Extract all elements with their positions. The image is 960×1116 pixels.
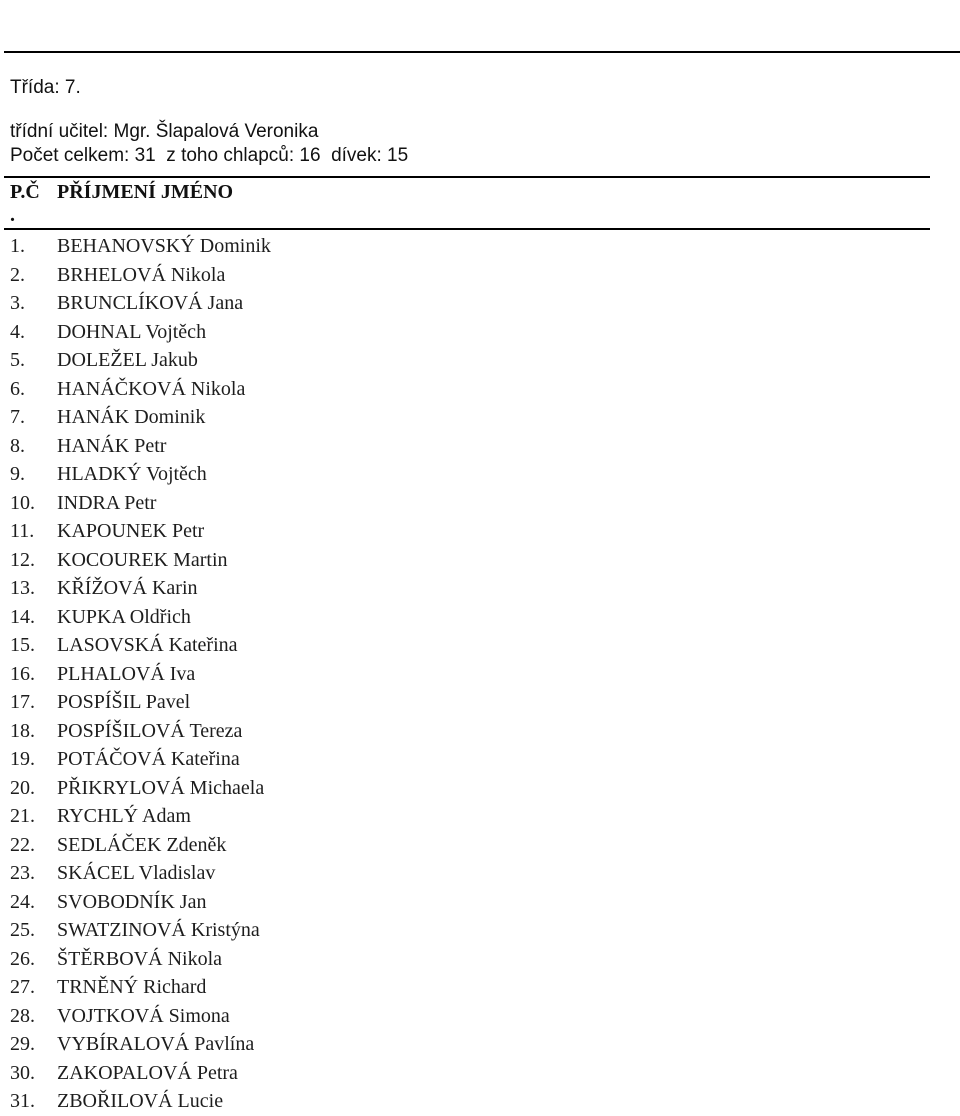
student-row [10, 232, 271, 261]
table-header-top-rule [4, 176, 930, 178]
student-number: 18. [10, 719, 35, 742]
student-number: 3. [10, 292, 25, 314]
student-name: KAPOUNEK Petr [57, 520, 205, 542]
student-row [10, 631, 271, 660]
student-row [10, 945, 271, 974]
student-name: PŘIKRYLOVÁ Michaela [57, 776, 265, 799]
student-number: 11. [10, 520, 35, 542]
student-number: 12. [10, 548, 35, 571]
student-row [10, 489, 271, 518]
top-divider [4, 51, 960, 53]
student-row [10, 1030, 271, 1059]
class-teacher: třídní učitel: Mgr. Šlapalová Veronika [10, 121, 319, 142]
student-row [10, 318, 271, 347]
student-row [10, 774, 271, 803]
student-number: 19. [10, 748, 35, 770]
header-name: PŘÍJMENÍ JMÉNO [57, 181, 234, 203]
student-name: INDRA Petr [57, 491, 157, 514]
student-number: 27. [10, 976, 35, 998]
student-row [10, 289, 271, 318]
student-row [10, 375, 271, 404]
student-number: 28. [10, 1004, 35, 1027]
student-row [10, 859, 271, 888]
student-number: 30. [10, 1061, 35, 1084]
student-row [10, 888, 271, 917]
student-name: LASOVSKÁ Kateřina [57, 634, 238, 656]
student-number: 8. [10, 434, 25, 457]
student-name: HANÁČKOVÁ Nikola [57, 377, 246, 400]
student-number: 23. [10, 862, 35, 884]
student-number: 7. [10, 406, 25, 428]
student-row [10, 831, 271, 860]
student-name: HANÁK Dominik [57, 406, 206, 428]
student-number: 25. [10, 919, 35, 941]
student-number: 4. [10, 320, 25, 343]
student-name: HLADKÝ Vojtěch [57, 463, 207, 485]
student-number: 9. [10, 463, 25, 485]
student-name: POSPÍŠILOVÁ Tereza [57, 719, 243, 742]
class-title: Třída: 7. [10, 77, 81, 98]
student-number: 31. [10, 1090, 35, 1112]
student-row [10, 261, 271, 290]
student-name: ŠTĚRBOVÁ Nikola [57, 947, 222, 970]
student-number: 22. [10, 833, 35, 856]
student-name: TRNĚNÝ Richard [57, 976, 207, 998]
student-row [10, 717, 271, 746]
student-number: 13. [10, 577, 35, 599]
student-number: 16. [10, 662, 35, 685]
student-name: BEHANOVSKÝ Dominik [57, 235, 271, 257]
student-name: BRHELOVÁ Nikola [57, 263, 226, 286]
student-number: 29. [10, 1033, 35, 1055]
student-row [10, 1087, 271, 1116]
student-number: 5. [10, 349, 25, 371]
student-name: PLHALOVÁ Iva [57, 662, 196, 685]
student-name: DOLEŽEL Jakub [57, 349, 198, 371]
student-row [10, 346, 271, 375]
student-row [10, 745, 271, 774]
student-name: ZBOŘILOVÁ Lucie [57, 1090, 224, 1112]
student-name: SKÁCEL Vladislav [57, 862, 216, 884]
student-row [10, 1059, 271, 1088]
student-name: BRUNCLÍKOVÁ Jana [57, 292, 244, 314]
student-row [10, 603, 271, 632]
student-name: SWATZINOVÁ Kristýna [57, 919, 260, 941]
student-name: VOJTKOVÁ Simona [57, 1004, 230, 1027]
student-row [10, 517, 271, 546]
student-number: 26. [10, 947, 35, 970]
student-name: SVOBODNÍK Jan [57, 890, 207, 913]
student-name: POTÁČOVÁ Kateřina [57, 748, 240, 770]
student-number: 6. [10, 377, 25, 400]
student-row [10, 574, 271, 603]
student-row [10, 688, 271, 717]
student-row [10, 973, 271, 1002]
header-number: P.Č [10, 181, 40, 203]
header-number-continuation: . [10, 204, 15, 226]
student-row [10, 403, 271, 432]
student-name: VYBÍRALOVÁ Pavlína [57, 1033, 255, 1055]
student-number: 20. [10, 776, 35, 799]
student-name: KOCOUREK Martin [57, 548, 228, 571]
table-header-bottom-rule [4, 228, 930, 230]
student-row [10, 432, 271, 461]
student-row [10, 916, 271, 945]
student-row [10, 1002, 271, 1031]
student-number: 15. [10, 634, 35, 656]
table-header [10, 179, 233, 205]
student-row [10, 802, 271, 831]
student-name: KŘÍŽOVÁ Karin [57, 577, 198, 599]
student-row [10, 460, 271, 489]
student-number: 17. [10, 691, 35, 713]
student-number: 21. [10, 805, 35, 827]
student-number: 24. [10, 890, 35, 913]
student-row [10, 546, 271, 575]
student-list [10, 232, 271, 1116]
student-name: DOHNAL Vojtěch [57, 320, 207, 343]
student-name: POSPÍŠIL Pavel [57, 691, 191, 713]
student-number: 14. [10, 605, 35, 628]
student-name: KUPKA Oldřich [57, 605, 191, 628]
student-name: HANÁK Petr [57, 434, 167, 457]
student-name: ZAKOPALOVÁ Petra [57, 1061, 238, 1084]
student-number: 1. [10, 235, 25, 257]
student-name: SEDLÁČEK Zdeněk [57, 833, 227, 856]
student-name: RYCHLÝ Adam [57, 805, 191, 827]
student-count-summary: Počet celkem: 31 z toho chlapců: 16 dívek: 15 [10, 145, 409, 166]
student-row [10, 660, 271, 689]
student-number: 10. [10, 491, 35, 514]
student-number: 2. [10, 263, 25, 286]
